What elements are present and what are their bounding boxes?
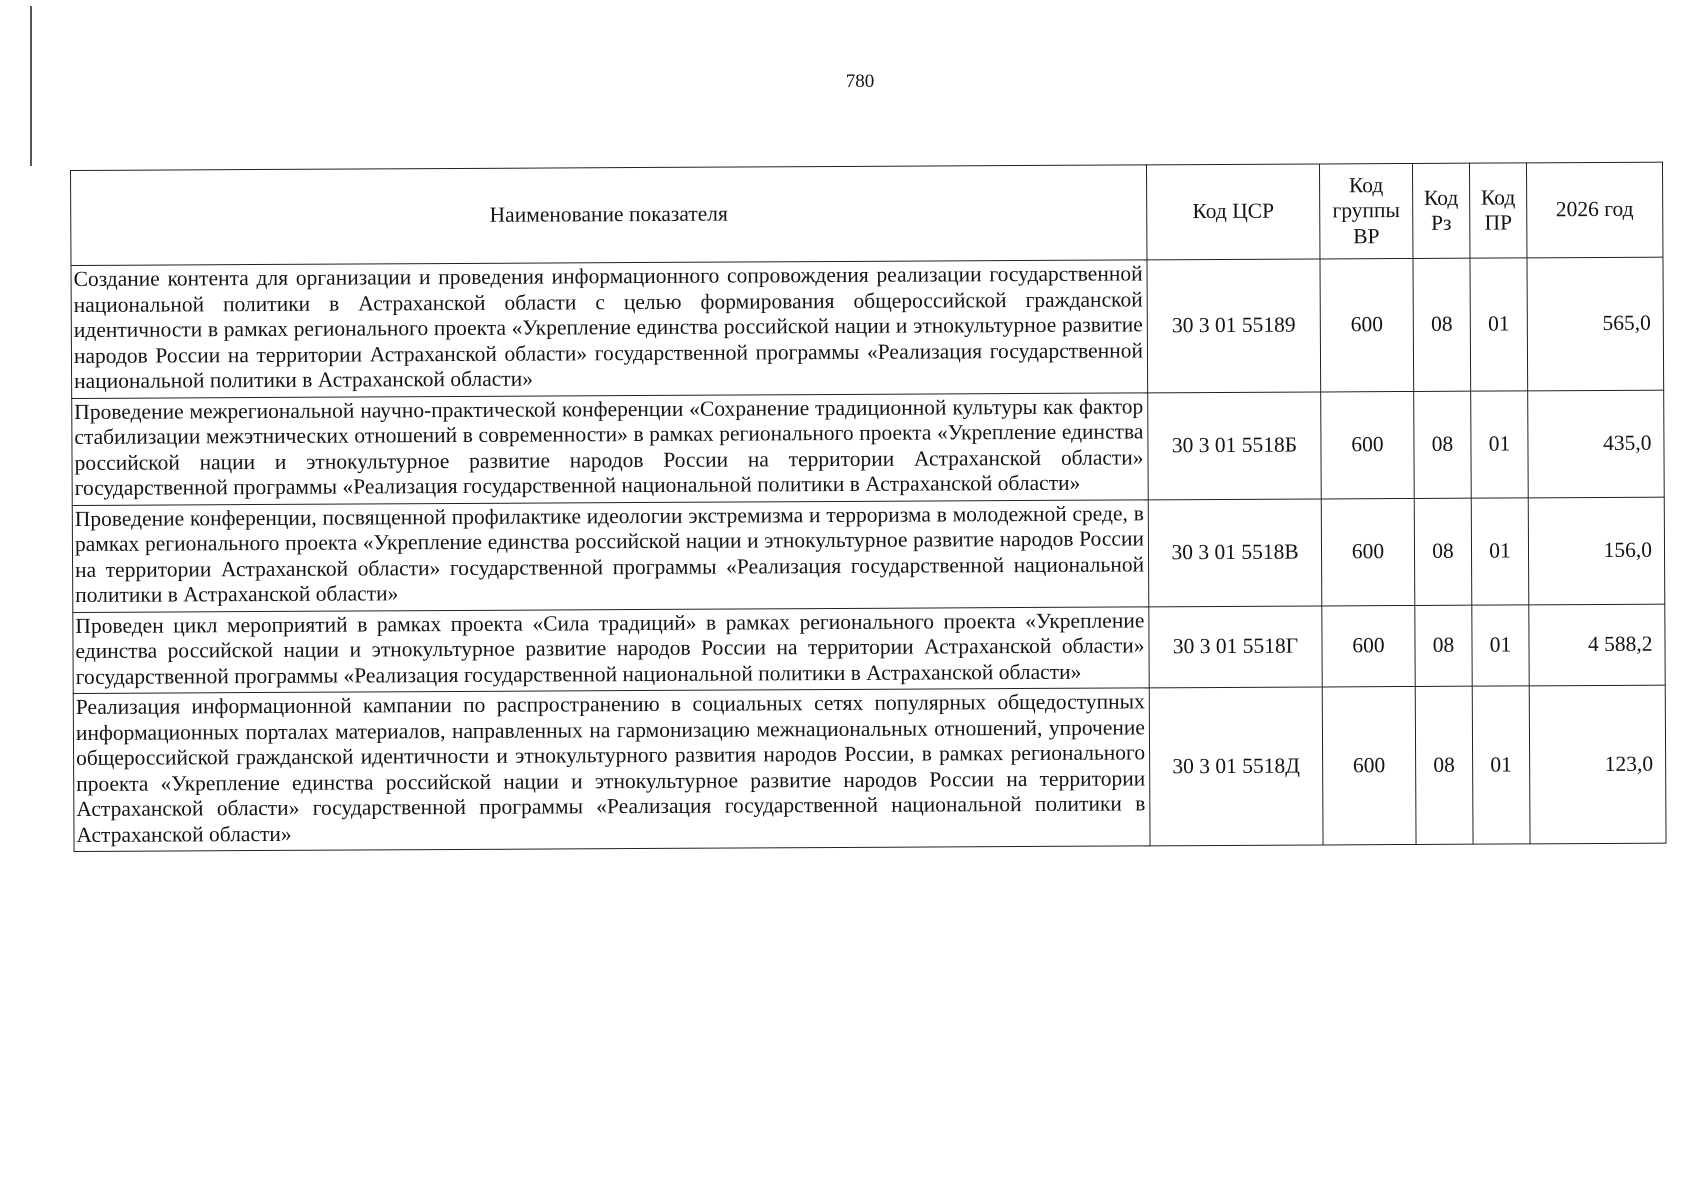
header-year: 2026 год: [1526, 162, 1662, 258]
row-amount: 156,0: [1528, 497, 1665, 605]
row-vr: 600: [1321, 391, 1415, 498]
row-name: Проведение межрегиональной научно-практической конференции «Сохранение традиционной культуры как фактор стабилизации межэтнических отношений в современности» в рамках регионального проекта «Укрепление единства российской нации и этнокультурное развитие народов России на территории Астраханской области» государственной программы «Реализация государственной национальной политики в Астраханской области»: [72, 392, 1149, 505]
row-rz: 08: [1415, 686, 1473, 844]
row-csr: 30 3 01 55189: [1147, 259, 1321, 392]
header-rz: Код Рз: [1412, 163, 1469, 258]
row-pr: 01: [1472, 686, 1530, 844]
row-name: Проведение конференции, посвященной профилактике идеологии экстремизма и терроризма в молодежной среде, в рамках регионального проекта «Укрепление единства российской нации и этнокультурное развитие народов России на территории Астраханской области» государственной программы «Реализация государственной национальной политики в Астраханской области»: [72, 499, 1149, 612]
row-pr: 01: [1471, 497, 1529, 604]
budget-table: [70, 162, 1667, 852]
row-name: Создание контента для организации и проведения информационного сопровождения реализации государственной национальной политики в Астраханской области с целью формирования общероссийской гражданской идентичности в рамках регионального проекта «Укрепление единства российской нации и этнокультурное развитие народов России на территории Астраханской области» государственной программы «Реализация государственной национальной политики в Астраханской области»: [71, 260, 1148, 398]
row-rz: 08: [1413, 258, 1471, 391]
table-row: [71, 257, 1664, 398]
row-name: Реализация информационной кампании по распространению в социальных сетях популярных общедоступных информационных порталах материалов, направленных на гармонизацию межнациональных отношений, упрочение общероссийской гражданской идентичности и этнокультурного развития народов России, в рамках регионального проекта «Укрепление единства российской нации и этнокультурное развитие народов России на территории Астраханской области» государственной программы «Реализация государственной национальной политики в Астраханской области»: [73, 688, 1150, 852]
row-pr: 01: [1472, 604, 1529, 686]
header-name: Наименование показателя: [71, 165, 1147, 266]
row-rz: 08: [1414, 498, 1472, 605]
header-vr: Код группы ВР: [1319, 163, 1412, 258]
table-header-row: [71, 162, 1663, 265]
row-amount: 435,0: [1528, 390, 1665, 498]
row-name: Проведен цикл мероприятий в рамках проекта «Сила традиций» в рамках регионального проекта «Укрепление единства российской нации и этнокультурное развитие народов России на территории Астраханской области» государственной программы «Реализация государственной национальной политики в Астраханской области»: [73, 606, 1149, 693]
row-amount: 123,0: [1529, 685, 1666, 844]
row-vr: 600: [1322, 686, 1416, 844]
header-csr: Код ЦСР: [1146, 164, 1319, 260]
row-amount: 4 588,2: [1529, 604, 1665, 686]
row-rz: 08: [1414, 391, 1472, 498]
row-csr: 30 3 01 5518Б: [1148, 391, 1322, 499]
row-csr: 30 3 01 5518Д: [1149, 687, 1323, 846]
header-pr: Код ПР: [1469, 163, 1526, 258]
page-number: 780: [845, 71, 875, 92]
row-pr: 01: [1470, 258, 1528, 391]
table-row: [73, 604, 1665, 694]
row-vr: 600: [1321, 498, 1415, 605]
row-rz: 08: [1415, 605, 1472, 687]
table-row: [72, 497, 1665, 612]
table-row: [73, 685, 1666, 851]
row-pr: 01: [1471, 390, 1529, 497]
row-vr: 600: [1322, 605, 1415, 687]
table-row: [72, 390, 1665, 505]
row-csr: 30 3 01 5518В: [1148, 498, 1322, 606]
row-amount: 565,0: [1527, 257, 1664, 390]
row-csr: 30 3 01 5518Г: [1149, 605, 1322, 687]
row-vr: 600: [1320, 258, 1414, 391]
